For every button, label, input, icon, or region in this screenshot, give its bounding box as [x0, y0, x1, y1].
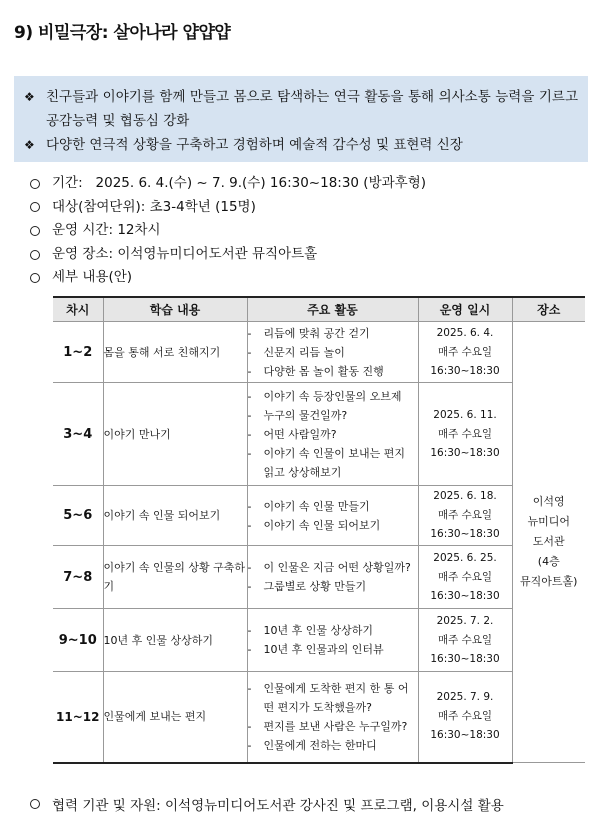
- dash-bullet-icon: -: [247, 427, 252, 441]
- date-line: 매주 수요일: [437, 710, 493, 723]
- activity-text: 이 인물은 지금 어떤 상황일까?: [263, 561, 411, 574]
- date-line: 2025. 6. 18.: [433, 490, 497, 502]
- date-line: 매주 수요일: [437, 570, 493, 583]
- learning-content: 이야기 속 인물 되어보기: [103, 486, 247, 546]
- date-line: 16:30~18:30: [430, 528, 500, 540]
- info-details: [30, 266, 590, 290]
- activity-text: 이야기 속 등장인물의 오브제: [263, 389, 402, 403]
- learning-content: 이야기 속 인물의 상황 구축하기: [103, 546, 247, 609]
- info-target: [30, 196, 590, 220]
- dash-bullet-icon: -: [247, 643, 252, 656]
- dash-bullet-icon: -: [247, 561, 252, 574]
- dash-bullet-icon: -: [247, 738, 252, 752]
- activities-cell: [247, 672, 418, 763]
- circle-bullet-icon: [30, 202, 40, 212]
- goals-box: [14, 76, 588, 162]
- info-label: 대상(참여단위):: [52, 198, 146, 215]
- goal-text: 다양한 연극적 상황을 구축하고 경험하며 예술적 감수성 및 표현력 신장: [46, 137, 463, 153]
- page-title: 9) 비밀극장: 살아나라 얍얍얍: [14, 23, 231, 43]
- learning-content: 이야기 만나기: [103, 383, 247, 486]
- activity-item: [248, 324, 418, 343]
- session-number: 3~4: [53, 383, 103, 486]
- diamond-bullet-icon: ❖: [24, 90, 35, 104]
- activity-item: [248, 717, 418, 736]
- header-place: 장소: [512, 297, 585, 322]
- diamond-bullet-icon: ❖: [24, 138, 35, 152]
- dash-bullet-icon: -: [247, 364, 252, 378]
- dash-bullet-icon: -: [247, 719, 252, 733]
- date-line: 매주 수요일: [437, 509, 493, 521]
- activity-item: [248, 640, 418, 659]
- partners-text: 협력 기관 및 자원: 이석영뉴미디어도서관 강사진 및 프로그램, 이용시설 활용: [52, 798, 504, 814]
- activity-item: [248, 736, 418, 755]
- date-line: 2025. 6. 4.: [436, 326, 494, 339]
- circle-bullet-icon: [30, 226, 40, 236]
- activity-text: 다양한 몸 놀이 활동 진행: [263, 364, 384, 378]
- circle-bullet-icon: [30, 799, 40, 809]
- circle-bullet-icon: [30, 273, 40, 283]
- date-line: 매주 수요일: [437, 345, 493, 358]
- dash-bullet-icon: -: [247, 499, 252, 513]
- date-cell: [418, 486, 512, 546]
- activity-text: 신문지 리듬 놀이: [263, 345, 345, 359]
- date-line: 2025. 6. 11.: [433, 408, 497, 421]
- date-cell: [418, 672, 512, 763]
- dash-bullet-icon: -: [247, 389, 252, 403]
- activity-text: 이야기 속 인물 되어보기: [263, 518, 381, 532]
- info-value: 2025. 6. 4.(수) ~ 7. 9.(수) 16:30~18:30 (방과후형): [95, 175, 427, 191]
- activity-text: 그룹별로 상황 만들기: [263, 580, 367, 593]
- dash-bullet-icon: -: [247, 624, 252, 637]
- place-line: 도서관: [532, 535, 565, 548]
- date-line: 매주 수요일: [437, 633, 493, 646]
- dash-bullet-icon: -: [247, 408, 252, 422]
- learning-content: 인물에게 보내는 편지: [103, 672, 247, 763]
- activities-cell: [247, 609, 418, 672]
- date-line: 매주 수요일: [437, 427, 493, 440]
- header-activities: 주요 활동: [247, 297, 418, 322]
- table-row: [53, 672, 585, 763]
- program-info: [30, 172, 590, 290]
- info-value: 12차시: [117, 222, 161, 239]
- header-date: 운영 일시: [418, 297, 512, 322]
- table-row: [53, 609, 585, 672]
- activities-cell: [247, 486, 418, 546]
- info-label: 운영 시간:: [52, 222, 114, 239]
- table-row: [53, 486, 585, 546]
- date-cell: [418, 322, 512, 383]
- date-line: 16:30~18:30: [430, 446, 500, 459]
- dash-bullet-icon: -: [247, 446, 252, 460]
- session-number: 9~10: [53, 609, 103, 672]
- activity-text: 10년 후 인물과의 인터뷰: [263, 643, 384, 656]
- activity-item: [248, 577, 418, 596]
- date-line: 2025. 6. 25.: [433, 551, 497, 564]
- activity-text: 인물에게 전하는 한마디: [263, 738, 377, 752]
- date-cell: [418, 546, 512, 609]
- place-line: (4층: [537, 555, 560, 568]
- session-number: 11~12: [53, 672, 103, 763]
- activity-text: 어떤 사람일까?: [263, 427, 337, 441]
- dash-bullet-icon: -: [247, 326, 252, 340]
- activity-item: [248, 387, 418, 406]
- date-line: 2025. 7. 2.: [436, 614, 494, 627]
- partners-info: [30, 794, 504, 814]
- dash-bullet-icon: -: [247, 580, 252, 593]
- session-number: 7~8: [53, 546, 103, 609]
- table-row: [53, 546, 585, 609]
- activity-text: 인물에게 도착한 편지 한 통 어떤 편지가 도착했을까?: [263, 681, 409, 714]
- schedule-table: [53, 296, 585, 764]
- activity-text: 이야기 속 인물이 보내는 편지 읽고 상상해보기: [263, 446, 405, 479]
- activity-item: [248, 425, 418, 444]
- activities-cell: [247, 322, 418, 383]
- activity-item: [248, 516, 418, 535]
- info-label: 세부 내용(안): [52, 269, 133, 286]
- table-header-row: [53, 297, 585, 322]
- info-sessions: [30, 219, 590, 243]
- date-cell: [418, 609, 512, 672]
- activity-item: [248, 679, 418, 717]
- info-label: 운영 장소:: [52, 245, 114, 262]
- info-period: [30, 172, 590, 196]
- activity-text: 10년 후 인물 상상하기: [263, 624, 373, 637]
- place-cell: [512, 322, 585, 763]
- activity-item: [248, 497, 418, 516]
- activity-item: [248, 406, 418, 425]
- activity-item: [248, 444, 418, 482]
- info-venue: [30, 243, 590, 267]
- activity-item: [248, 558, 418, 577]
- table-row: [53, 383, 585, 486]
- place-line: 뮤직아트홀): [520, 575, 578, 588]
- date-cell: [418, 383, 512, 486]
- session-number: 5~6: [53, 486, 103, 546]
- activity-item: [248, 343, 418, 362]
- learning-content: 10년 후 인물 상상하기: [103, 609, 247, 672]
- dash-bullet-icon: -: [247, 681, 252, 695]
- dash-bullet-icon: -: [247, 345, 252, 359]
- date-line: 2025. 7. 9.: [436, 691, 494, 704]
- date-line: 16:30~18:30: [430, 652, 500, 665]
- place-line: 이석영: [532, 495, 565, 508]
- learning-content: 몸을 통해 서로 친해지기: [103, 322, 247, 383]
- activity-text: 누구의 물건일까?: [263, 408, 348, 422]
- activity-item: [248, 621, 418, 640]
- header-content: 학습 내용: [103, 297, 247, 322]
- goal-text: 친구들과 이야기를 함께 만들고 몸으로 탐색하는 연극 활동을 통해 의사소통 능력을 기르고 공감능력 및 협동심 강화: [46, 89, 578, 129]
- dash-bullet-icon: -: [247, 518, 252, 532]
- circle-bullet-icon: [30, 179, 40, 189]
- header-session: 차시: [53, 297, 103, 322]
- activity-item: [248, 362, 418, 381]
- activities-cell: [247, 546, 418, 609]
- activity-text: 리듬에 맞춰 공간 걷기: [263, 326, 370, 340]
- info-label: 기간:: [52, 175, 83, 191]
- table-row: [53, 322, 585, 383]
- info-value: 이석영뉴미디어도서관 뮤직아트홀: [117, 245, 318, 262]
- goal-item: [24, 85, 578, 133]
- circle-bullet-icon: [30, 250, 40, 260]
- place-line: 뉴미디어: [527, 515, 570, 528]
- date-line: 16:30~18:30: [430, 364, 500, 377]
- date-line: 16:30~18:30: [430, 729, 500, 742]
- activity-text: 이야기 속 인물 만들기: [263, 499, 370, 513]
- activity-text: 편지를 보낸 사람은 누구일까?: [263, 719, 408, 733]
- activities-cell: [247, 383, 418, 486]
- info-value: 초3-4학년 (15명): [149, 198, 256, 215]
- session-number: 1~2: [53, 322, 103, 383]
- date-line: 16:30~18:30: [430, 589, 500, 602]
- goal-item: [24, 133, 578, 157]
